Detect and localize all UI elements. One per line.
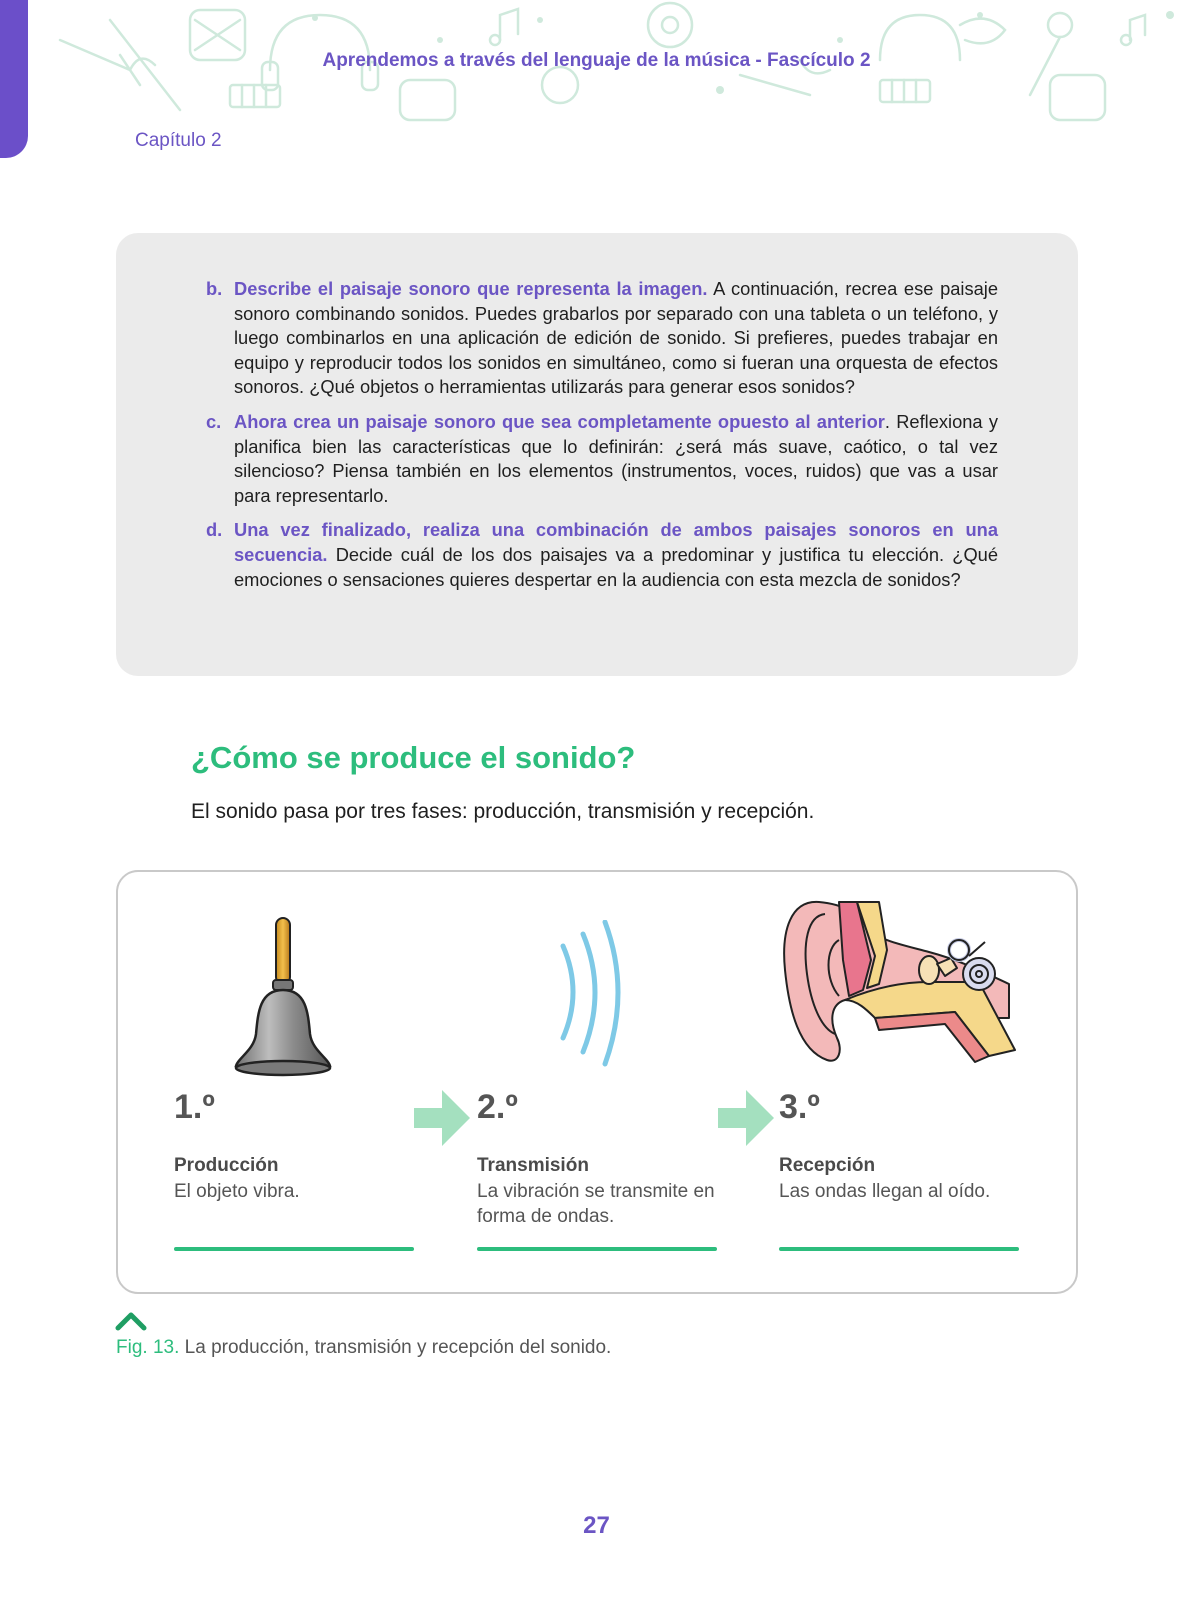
phase-name: Transmisión: [477, 1155, 589, 1176]
section-intro: El sonido pasa por tres fases: producción, transmisión y recepción.: [191, 800, 815, 823]
activity-highlight: Ahora crea un paisaje sonoro que sea completamente opuesto al anterior: [234, 410, 885, 432]
figure-caption-text: La producción, transmisión y recepción del sonido.: [179, 1337, 612, 1358]
activity-text: [234, 518, 998, 592]
activity-body: Decide cuál de los dos paisajes va a predominar y justifica tu elección. ¿Qué emociones o sensaciones quieres despertar en la audiencia con esta mezcla de sonidos?: [234, 543, 998, 590]
phase-name: Recepción: [779, 1155, 876, 1176]
activity-highlight: Una vez finalizado, realiza una combinación de ambos paisajes sonoros en una secuencia.: [234, 519, 998, 565]
sound-waves-icon: [557, 920, 637, 1070]
figure-box: [116, 870, 1078, 1294]
phase-rule: [174, 1247, 414, 1251]
activity-box: [116, 233, 1078, 676]
phase-rule: [779, 1247, 1019, 1251]
chevron-up-icon: [114, 1310, 148, 1332]
phase-description: Las ondas llegan al oído.: [779, 1181, 991, 1202]
activity-item-c: [206, 410, 998, 508]
activity-body: A continuación, recrea ese paisaje sonoro combinando sonidos. Puedes grabarlos por separado con una tableta o un teléfono, y luego combinarlos en una aplicación de edición de sonido. Si prefieres, puedes trabajar en equipo y reproducir todos los sonidos en simultáneo, como si fueran una orquesta de efectos sonoros. ¿Qué objetos o herramientas utilizarás para generar esos sonidos?: [234, 278, 999, 398]
phase-number: 2.º: [477, 1088, 518, 1126]
phase-number: 3.º: [779, 1088, 820, 1126]
phase-description: La vibración se transmite en forma de ondas.: [477, 1181, 715, 1227]
item-letter: c.: [206, 410, 222, 432]
activity-text: [234, 277, 998, 400]
activity-list: [206, 277, 998, 602]
side-tab: [0, 0, 28, 158]
phase-number: 1.º: [174, 1088, 215, 1126]
page-number: 27: [583, 1512, 610, 1539]
phase-description: El objeto vibra.: [174, 1181, 300, 1202]
bell-icon: [232, 916, 336, 1078]
phase-name: Producción: [174, 1155, 279, 1176]
running-title: Aprendemos a través del lenguaje de la música - Fascículo 2: [322, 50, 871, 71]
activity-highlight: Describe el paisaje sonoro que representa la imagen.: [234, 278, 708, 299]
arrow-right-icon: [718, 1090, 774, 1146]
activity-item-b: [206, 277, 998, 400]
chapter-label: Capítulo 2: [135, 130, 222, 151]
activity-body: . Reflexiona y planifica bien las características que lo definirán: ¿será más suave, caótico, o tal vez silencioso? Piensa también en los elementos (instrumentos, voces, ruidos) que vas a usar para representarlo.: [234, 410, 998, 506]
ear-anatomy-icon: [779, 900, 1019, 1070]
activity-item-d: [206, 518, 998, 592]
phase-production: [174, 872, 414, 1292]
item-letter: d.: [206, 519, 223, 541]
figure-caption: [116, 1337, 611, 1359]
phase-transmission: [477, 872, 717, 1292]
phase-rule: [477, 1247, 717, 1251]
section-title: ¿Cómo se produce el sonido?: [191, 740, 636, 775]
phase-reception: [779, 872, 1019, 1292]
figure-label: Fig. 13.: [116, 1337, 180, 1358]
arrow-right-icon: [414, 1090, 470, 1146]
item-letter: b.: [206, 278, 223, 299]
activity-text: [234, 410, 998, 508]
